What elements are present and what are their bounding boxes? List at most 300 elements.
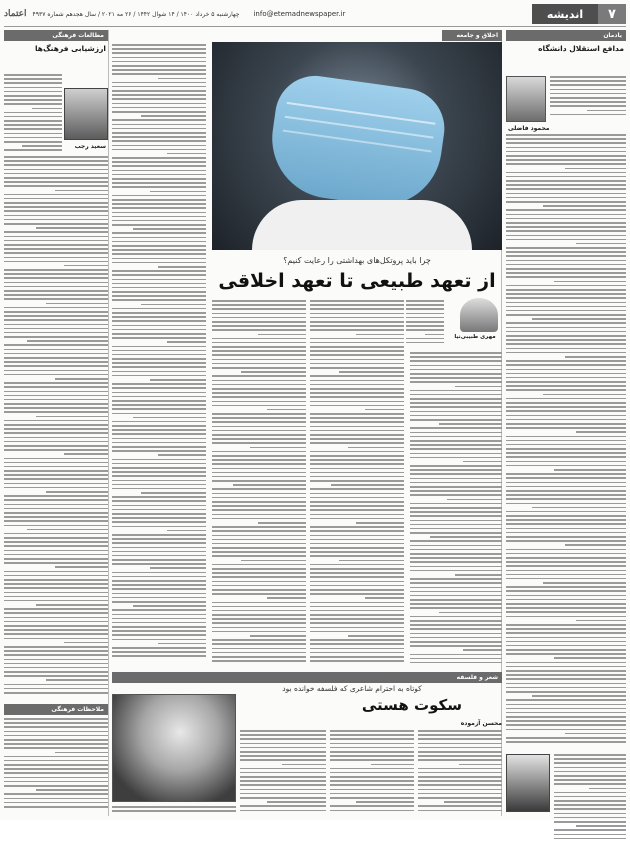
text-line <box>410 440 502 442</box>
text-line <box>310 526 404 528</box>
text-line <box>506 343 626 345</box>
text-line <box>506 264 626 266</box>
text-line <box>506 691 626 693</box>
text-line <box>212 631 306 633</box>
text-line <box>310 543 404 545</box>
text-line <box>330 768 414 770</box>
text-line <box>410 419 502 421</box>
text-line <box>365 409 404 411</box>
text-line <box>410 578 502 580</box>
text-line <box>4 781 108 783</box>
text-line <box>112 128 206 130</box>
text-line <box>310 304 404 306</box>
text-line <box>133 417 206 419</box>
text-line <box>4 650 108 652</box>
text-line <box>112 521 206 523</box>
author-photo <box>460 298 498 332</box>
text-line <box>112 136 206 138</box>
text-line <box>112 325 206 327</box>
text-line <box>4 365 108 367</box>
text-line <box>4 156 108 158</box>
text-line <box>330 747 414 749</box>
text-line <box>112 593 206 595</box>
text-line <box>4 137 62 139</box>
text-line <box>112 463 206 465</box>
text-line <box>310 354 404 356</box>
text-line <box>212 434 306 436</box>
text-line <box>212 321 306 323</box>
poem-tag: شعر و فلسفه <box>112 672 502 683</box>
text-line <box>158 643 206 645</box>
text-line <box>4 445 108 447</box>
text-line <box>506 611 626 613</box>
text-line <box>112 505 206 507</box>
text-line <box>4 663 108 665</box>
text-line <box>410 570 502 572</box>
left-column-second-tag: ملاحظات فرهنگی <box>4 704 108 715</box>
text-line <box>348 447 404 449</box>
text-line <box>112 262 206 264</box>
text-line <box>112 534 206 536</box>
text-line <box>310 480 404 482</box>
text-line <box>410 402 502 404</box>
text-line <box>112 44 206 46</box>
text-line <box>4 466 108 468</box>
text-line <box>310 325 404 327</box>
text-line <box>554 813 626 815</box>
text-line <box>410 427 502 429</box>
text-line <box>410 486 502 488</box>
text-line <box>410 620 502 622</box>
text-line <box>36 416 108 418</box>
text-line <box>212 338 306 340</box>
poem-body-col-2 <box>330 730 414 814</box>
text-line <box>506 369 626 371</box>
text-line <box>310 342 404 344</box>
text-line <box>112 182 206 184</box>
text-line <box>310 652 404 654</box>
text-line <box>4 164 108 166</box>
text-line <box>550 93 626 95</box>
text-line <box>4 537 108 539</box>
text-line <box>410 591 502 593</box>
text-line <box>112 618 206 620</box>
text-line <box>4 587 108 589</box>
text-line <box>554 767 626 769</box>
text-line <box>212 622 306 624</box>
text-line <box>410 394 502 396</box>
text-line <box>550 89 626 91</box>
text-line <box>506 486 626 488</box>
text-line <box>4 298 108 300</box>
text-line <box>4 277 108 279</box>
text-line <box>4 424 108 426</box>
text-line <box>4 141 62 143</box>
text-line <box>212 417 306 419</box>
text-line <box>112 203 206 205</box>
body-text-lines <box>418 730 502 811</box>
body-text-lines <box>112 44 206 657</box>
text-line <box>112 65 206 67</box>
text-line <box>506 528 626 530</box>
text-line <box>212 614 306 616</box>
text-line <box>410 373 502 375</box>
text-line <box>4 120 62 122</box>
text-line <box>310 308 404 310</box>
text-line <box>212 329 306 331</box>
text-line <box>410 587 502 589</box>
text-line <box>27 529 108 531</box>
text-line <box>310 417 404 419</box>
text-line <box>4 806 108 808</box>
text-line <box>330 734 414 736</box>
body-text-lines <box>240 730 326 811</box>
text-line <box>240 730 326 732</box>
text-line <box>212 610 306 612</box>
text-line <box>410 553 502 555</box>
text-line <box>112 216 206 218</box>
text-line <box>310 359 404 361</box>
text-line <box>506 410 626 412</box>
text-line <box>554 838 626 840</box>
text-line <box>554 821 626 823</box>
text-line <box>4 726 108 728</box>
text-line <box>506 335 626 337</box>
text-line <box>240 780 326 782</box>
text-line <box>506 549 626 551</box>
text-line <box>410 557 502 559</box>
text-line <box>4 311 108 313</box>
text-line <box>506 699 626 701</box>
text-line <box>330 797 414 799</box>
main-article-tag: اخلاق و جامعه <box>442 30 502 41</box>
text-line <box>4 508 108 510</box>
text-line <box>241 560 306 562</box>
text-line <box>4 420 108 422</box>
text-line <box>112 555 206 557</box>
text-line <box>506 310 626 312</box>
text-line <box>212 497 306 499</box>
body-text-lines <box>4 156 108 694</box>
text-line <box>4 638 108 640</box>
text-line <box>167 341 206 343</box>
text-line <box>410 473 502 475</box>
main-body-col-1 <box>410 352 502 668</box>
left-column-author: سعید رجب <box>74 143 106 150</box>
text-line <box>267 801 326 803</box>
text-line <box>506 490 626 492</box>
text-line <box>506 230 626 232</box>
text-line <box>310 392 404 394</box>
text-line <box>112 98 206 100</box>
text-line <box>406 317 444 319</box>
text-line <box>4 646 108 648</box>
text-line <box>554 762 626 764</box>
text-line <box>506 201 626 203</box>
left-column-tag: مطالعات فرهنگی <box>4 30 108 41</box>
text-line <box>418 755 502 757</box>
text-line <box>55 566 108 568</box>
text-line <box>212 455 306 457</box>
text-line <box>410 566 502 568</box>
text-line <box>4 133 62 135</box>
text-line <box>565 356 626 358</box>
text-line <box>4 504 108 506</box>
text-line <box>212 463 306 465</box>
text-line <box>410 490 502 492</box>
text-line <box>310 530 404 532</box>
text-line <box>310 346 404 348</box>
text-line <box>4 474 108 476</box>
text-line <box>4 181 108 183</box>
text-line <box>506 322 626 324</box>
text-line <box>112 61 206 63</box>
text-line <box>463 461 502 463</box>
page-header <box>4 4 626 24</box>
text-line <box>212 413 306 415</box>
text-line <box>410 377 502 379</box>
text-line <box>550 105 626 107</box>
text-line <box>543 394 626 396</box>
text-line <box>506 477 626 479</box>
text-line <box>212 304 306 306</box>
text-line <box>46 679 108 681</box>
text-line <box>330 793 414 795</box>
text-line <box>506 235 626 237</box>
text-line <box>330 738 414 740</box>
text-line <box>4 169 108 171</box>
text-line <box>506 724 626 726</box>
text-line <box>4 760 108 762</box>
text-line <box>506 415 626 417</box>
text-line <box>410 549 502 551</box>
text-line <box>241 371 306 373</box>
text-line <box>112 329 206 331</box>
text-line <box>4 206 108 208</box>
text-line <box>212 363 306 365</box>
text-line <box>112 429 206 431</box>
text-line <box>310 514 404 516</box>
text-line <box>310 631 404 633</box>
text-line <box>133 228 206 230</box>
text-line <box>212 367 306 369</box>
text-line <box>506 557 626 559</box>
text-line <box>212 392 306 394</box>
text-line <box>4 798 108 800</box>
text-line <box>410 457 502 459</box>
text-line <box>554 796 626 798</box>
text-line <box>310 576 404 578</box>
text-line <box>506 536 626 538</box>
text-line <box>310 555 404 557</box>
text-line <box>212 509 306 511</box>
text-line <box>4 428 108 430</box>
text-line <box>4 149 62 151</box>
text-line <box>410 616 502 618</box>
text-line <box>212 384 306 386</box>
text-line <box>112 383 206 385</box>
text-line <box>112 509 206 511</box>
body-text-lines <box>506 134 626 743</box>
text-line <box>112 274 206 276</box>
text-line <box>4 768 108 770</box>
text-line <box>310 518 404 520</box>
text-line <box>112 157 206 159</box>
text-line <box>267 409 306 411</box>
body-text-lines <box>406 300 444 343</box>
text-line <box>240 789 326 791</box>
text-line <box>4 344 108 346</box>
text-line <box>212 606 306 608</box>
text-line <box>4 407 108 409</box>
text-line <box>112 237 206 239</box>
text-line <box>310 476 404 478</box>
body-text-lines <box>212 300 306 662</box>
text-line <box>4 374 108 376</box>
text-line <box>212 313 306 315</box>
text-line <box>365 597 404 599</box>
text-line <box>310 380 404 382</box>
text-line <box>112 639 206 641</box>
text-line <box>506 427 626 429</box>
text-line <box>112 366 206 368</box>
text-line <box>410 369 502 371</box>
text-line <box>212 426 306 428</box>
right-column-tag: یادمان <box>506 30 626 41</box>
text-line <box>506 285 626 287</box>
text-line <box>150 191 206 193</box>
text-line <box>418 780 502 782</box>
poet-photo <box>112 694 236 802</box>
text-line <box>4 82 62 84</box>
text-line <box>554 754 626 756</box>
text-line <box>310 451 404 453</box>
text-line <box>310 459 404 461</box>
text-line <box>112 438 206 440</box>
text-line <box>331 484 404 486</box>
text-line <box>4 600 108 602</box>
text-line <box>212 359 306 361</box>
text-line <box>410 381 502 383</box>
text-line <box>4 332 108 334</box>
text-line <box>506 482 626 484</box>
text-line <box>430 536 502 538</box>
text-line <box>112 212 206 214</box>
text-line <box>112 601 206 603</box>
text-line <box>410 365 502 367</box>
text-line <box>410 432 502 434</box>
text-line <box>4 231 108 233</box>
text-line <box>212 346 306 348</box>
text-line <box>406 308 444 310</box>
text-line <box>310 384 404 386</box>
text-line <box>4 525 108 527</box>
text-line <box>112 500 206 502</box>
text-line <box>459 764 502 766</box>
text-line <box>240 784 326 786</box>
text-line <box>418 772 502 774</box>
text-line <box>310 438 404 440</box>
text-line <box>410 511 502 513</box>
text-line <box>4 290 108 292</box>
body-text-lines <box>4 74 62 151</box>
text-line <box>4 550 108 552</box>
text-line <box>4 386 108 388</box>
text-line <box>4 74 62 76</box>
main-body-col-3 <box>212 300 306 668</box>
text-line <box>112 107 206 109</box>
text-line <box>112 810 236 812</box>
email-link[interactable]: info@etemadnewspaper.ir <box>253 10 346 18</box>
text-line <box>258 334 306 336</box>
left-column-body <box>4 156 108 700</box>
text-line <box>112 475 206 477</box>
text-line <box>410 465 502 467</box>
text-line <box>112 299 206 301</box>
text-line <box>554 808 626 810</box>
text-line <box>310 585 404 587</box>
text-line <box>506 193 626 195</box>
text-line <box>506 653 626 655</box>
text-line <box>410 607 502 609</box>
text-line <box>212 648 306 650</box>
text-line <box>506 402 626 404</box>
text-line <box>418 784 502 786</box>
text-line <box>506 741 626 743</box>
text-line <box>112 170 206 172</box>
text-line <box>410 561 502 563</box>
text-line <box>410 532 502 534</box>
text-line <box>112 446 206 448</box>
text-line <box>310 535 404 537</box>
text-line <box>506 444 626 446</box>
text-line <box>506 465 626 467</box>
text-line <box>4 541 108 543</box>
text-line <box>506 649 626 651</box>
text-line <box>310 614 404 616</box>
text-line <box>310 497 404 499</box>
page-number: ۷ <box>598 4 626 24</box>
text-line <box>112 279 206 281</box>
text-line <box>506 180 626 182</box>
author-photo <box>64 88 108 140</box>
text-line <box>310 572 404 574</box>
text-line <box>112 404 206 406</box>
right-column-body <box>506 134 626 750</box>
sidebar-text <box>112 44 206 664</box>
text-line <box>310 375 404 377</box>
text-line <box>506 184 626 186</box>
text-line <box>212 643 306 645</box>
author-box <box>448 298 502 348</box>
text-line <box>310 430 404 432</box>
text-line <box>212 589 306 591</box>
text-line <box>158 454 206 456</box>
text-line <box>212 300 306 302</box>
text-line <box>410 411 502 413</box>
text-line <box>406 304 444 306</box>
text-line <box>506 423 626 425</box>
text-line <box>330 743 414 745</box>
text-line <box>576 431 626 433</box>
text-line <box>506 251 626 253</box>
text-line <box>410 520 502 522</box>
text-line <box>506 348 626 350</box>
text-line <box>406 321 444 323</box>
text-line <box>410 624 502 626</box>
text-line <box>410 494 502 496</box>
text-line <box>112 270 206 272</box>
